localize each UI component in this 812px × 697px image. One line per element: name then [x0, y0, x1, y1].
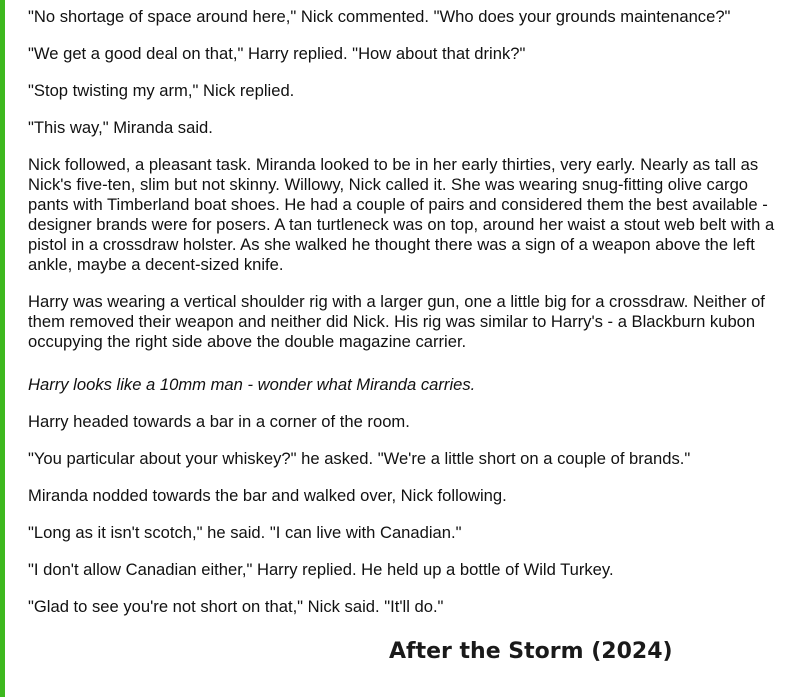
paragraph: "Long as it isn't scotch," he said. "I can live with Canadian." — [28, 523, 462, 542]
paragraph: Nick followed, a pleasant task. Miranda looked to be in her early thirties, very early. Nearly as tall as Nick's five-ten, slim but not skinny. Willowy, Nick called it. She was wearing snug-fitting olive cargo pants with Timberland boat shoes. He had a couple of pairs and considered them the best available - designer brands were for posers. A tan turtleneck was on top, around her waist a stout web belt with a pistol in a crossdraw holster. As she walked he thought there was a sign of a weapon above the left ankle, maybe a decent-sized knife. — [28, 155, 775, 274]
paragraph: "No shortage of space around here," Nick commented. "Who does your grounds maintenance?" — [28, 7, 731, 26]
story-text — [28, 7, 780, 634]
paragraph: Miranda nodded towards the bar and walked over, Nick following. — [28, 486, 507, 505]
paragraph: "I don't allow Canadian either," Harry replied. He held up a bottle of Wild Turkey. — [28, 560, 614, 579]
paragraph: "We get a good deal on that," Harry replied. "How about that drink?" — [28, 44, 526, 63]
left-accent-bar — [0, 0, 5, 697]
book-title: After the Storm (2024) — [389, 639, 673, 664]
paragraph: "This way," Miranda said. — [28, 118, 213, 137]
paragraph: "Stop twisting my arm," Nick replied. — [28, 81, 295, 100]
paragraph: "Glad to see you're not short on that," Nick said. "It'll do." — [28, 597, 444, 616]
paragraph: Harry was wearing a vertical shoulder rig with a larger gun, one a little big for a crossdraw. Neither of them removed their weapon and neither did Nick. His rig was similar to Harry's - a Blackburn kubon occupying the right side above the double magazine carrier. — [28, 292, 765, 351]
paragraph: "You particular about your whiskey?" he asked. "We're a little short on a couple of brands." — [28, 449, 691, 468]
inner-thought-paragraph: Harry looks like a 10mm man - wonder what Miranda carries. — [28, 375, 476, 394]
paragraph: Harry headed towards a bar in a corner of the room. — [28, 412, 410, 431]
